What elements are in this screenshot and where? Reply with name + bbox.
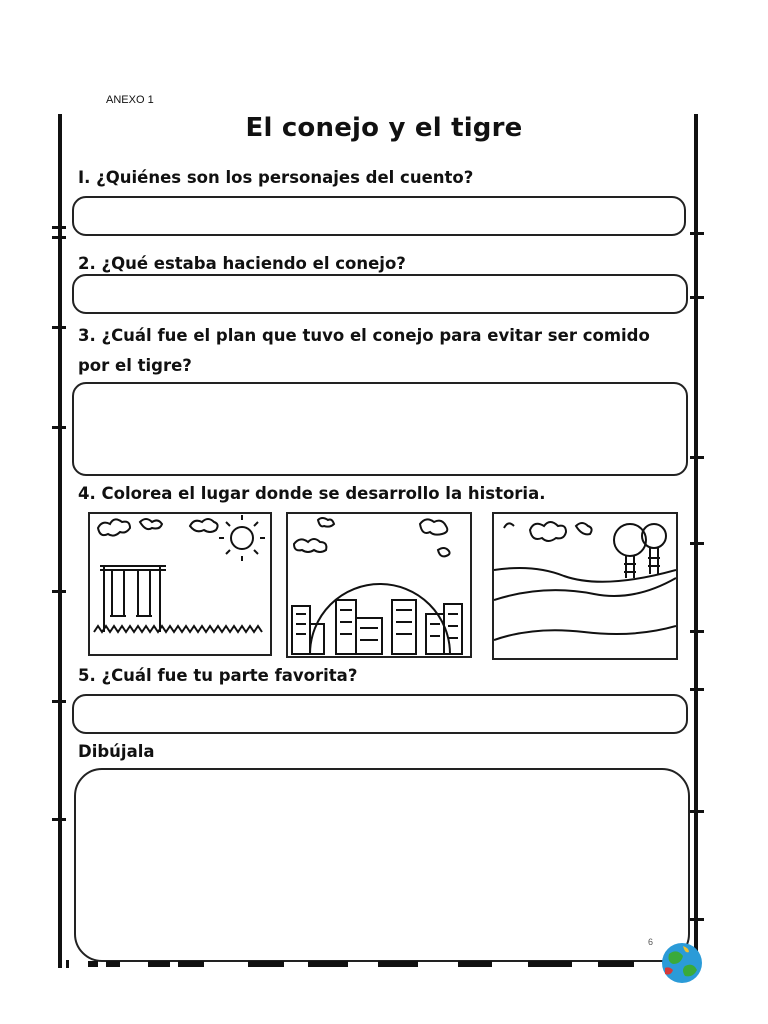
border-tick — [690, 688, 704, 691]
question-3-line-1: 3. ¿Cuál fue el plan que tuvo el conejo para evitar ser comido — [78, 326, 650, 345]
border-tick — [52, 590, 66, 593]
border-tick — [690, 918, 704, 921]
border-tick — [52, 326, 66, 329]
city-scene-icon[interactable] — [286, 512, 472, 658]
globe-icon — [659, 940, 705, 986]
border-tick — [690, 232, 704, 235]
decorative-footer-strip — [58, 958, 698, 970]
border-tick — [690, 630, 704, 633]
question-5: 5. ¿Cuál fue tu parte favorita? — [78, 666, 358, 685]
drawing-box[interactable] — [74, 768, 690, 962]
question-1: I. ¿Quiénes son los personajes del cuento? — [78, 168, 474, 187]
question-4: 4. Colorea el lugar donde se desarrollo la historia. — [78, 484, 546, 503]
park-scene-icon[interactable] — [88, 512, 272, 656]
border-tick — [52, 236, 66, 239]
hills-scene-icon[interactable] — [492, 512, 678, 660]
answer-box-3[interactable] — [72, 382, 688, 476]
answer-box-1[interactable] — [72, 196, 686, 236]
answer-box-5[interactable] — [72, 694, 688, 734]
left-border — [58, 114, 62, 966]
page-number: 6 — [648, 937, 654, 947]
border-tick — [52, 226, 66, 229]
border-tick — [690, 542, 704, 545]
border-tick — [52, 700, 66, 703]
question-3-line-2: por el tigre? — [78, 356, 192, 375]
answer-box-2[interactable] — [72, 274, 688, 314]
border-tick — [690, 810, 704, 813]
border-tick — [690, 296, 704, 299]
annex-label: ANEXO 1 — [106, 94, 154, 106]
draw-label: Dibújala — [78, 742, 155, 761]
question-2: 2. ¿Qué estaba haciendo el conejo? — [78, 254, 406, 273]
right-border — [694, 114, 698, 966]
border-tick — [52, 426, 66, 429]
border-tick — [690, 456, 704, 459]
border-tick — [52, 818, 66, 821]
page-title: El conejo y el tigre — [245, 113, 523, 143]
